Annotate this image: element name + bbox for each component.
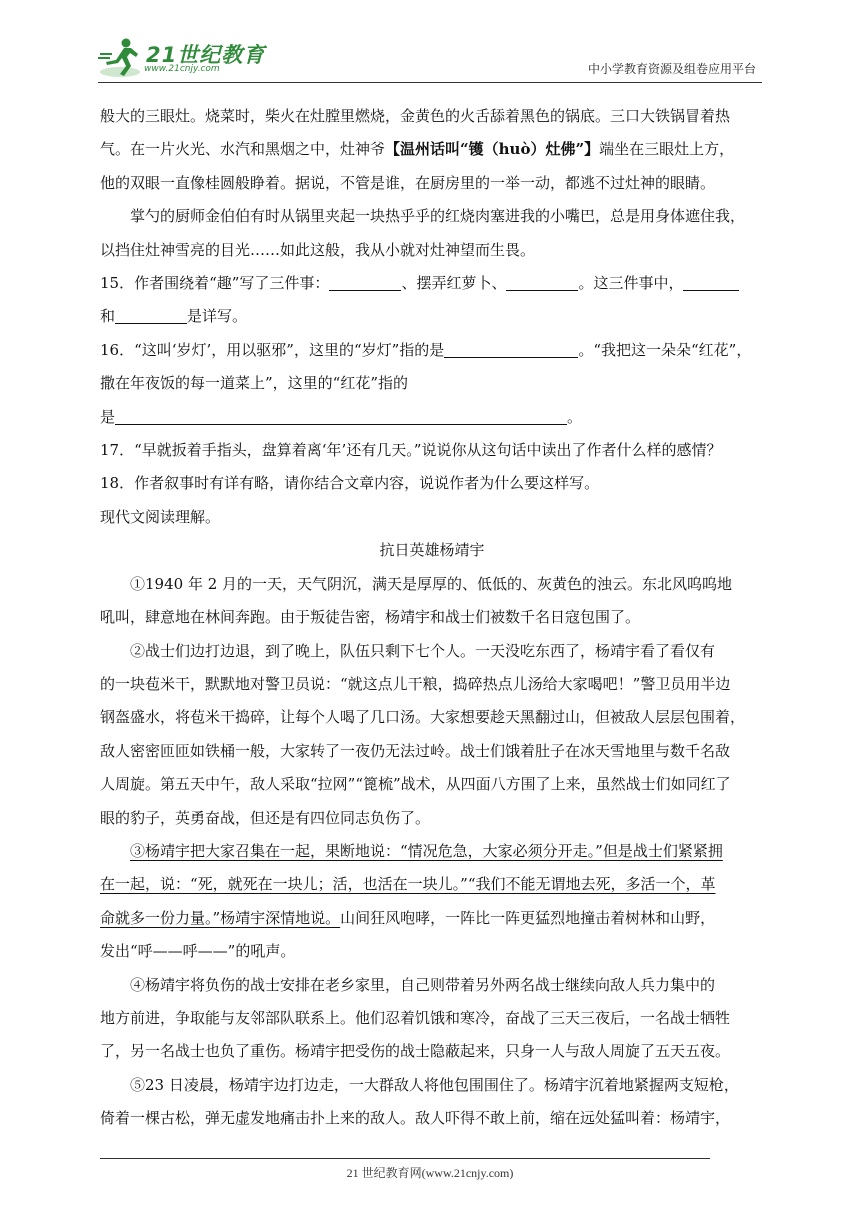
text-span: 是详写。 (187, 307, 248, 326)
paragraph-line (100, 868, 764, 901)
text-span: 是 (100, 407, 116, 426)
site-logo[interactable] (98, 36, 268, 80)
paragraph-line: ⑤23 日凌晨，杨靖宇边打边走，一大群敌人将他包围围住了。杨靖宇沉着地紧握两支短枪， (130, 1075, 739, 1094)
section-heading: 现代文阅读理解。 (100, 507, 221, 526)
question-16-answer-line (100, 401, 764, 434)
paragraph-line: 倚着一棵古松，弹无虚发地痛击扑上来的敌人。敌人吓得不敢上前，缩在远处猛叫着：杨靖宇， (100, 1109, 731, 1128)
paragraph-line: ②战士们边打边退，到了晚上，队伍只剩下七个人。一天没吃东西了，杨靖宇看了看仅有 (130, 641, 716, 660)
paragraph-line: 地方前进，争取能与友邻部队联系上。他们忍着饥饿和寒冷，奋战了三天三夜后，一名战士牺牲 (100, 1008, 731, 1027)
answer-blank[interactable] (329, 272, 401, 291)
answer-blank[interactable] (115, 305, 187, 324)
text-span: 山间狂风咆哮，一阵比一阵更猛烈地撞击着树林和山野， (340, 908, 716, 927)
underlined-text: ③杨靖宇把大家召集在一起，果断地说：“情况危急，大家必须分开走。”但是战士们紧紧拥 (130, 841, 723, 860)
text-span: 15．作者围绕着“趣”写了三件事： (100, 274, 330, 293)
underlined-text: 在一起，说：“死，就死在一块儿；活，也活在一块儿。”“我们不能无谓地去死，多活一个，革 (100, 875, 716, 894)
paragraph-line: 发出“呼——呼——”的吼声。 (100, 942, 296, 961)
paragraph-line: 了，另一名战士也负了重伤。杨靖宇把受伤的战士隐蔽起来，只身一人与敌人周旋了五天五夜。 (100, 1042, 731, 1061)
runner-logo-icon (98, 36, 144, 80)
article-title: 抗日英雄杨靖宇 (379, 541, 485, 560)
paragraph-line: 人周旋。第五天中午，敌人采取“拉网”“篦梳”战术，从四面八方围了上来，虽然战士们如同红了 (100, 775, 731, 794)
paragraph-line: 钢盔盛水，将苞米干捣碎，让每个人喝了几口汤。大家想要趁天黑翻过山，但被敌人层层包围着， (100, 708, 746, 727)
paragraph-line: 吼叫，肆意地在林间奔跑。由于叛徒告密，杨靖宇和战士们被数千名日寇包围了。 (100, 608, 641, 627)
text-span: 气。在一片火光、水汽和黑烟之中，灶神爷 (100, 140, 386, 159)
question-15-cont (100, 300, 764, 333)
answer-blank[interactable] (683, 272, 739, 291)
document-body (100, 100, 764, 1136)
page-header (98, 36, 762, 83)
text-span: 和 (100, 307, 116, 326)
dialect-note: 【温州话叫“镬（huò）灶佛”】 (385, 140, 600, 159)
underlined-text: 命就多一份力量。”杨靖宇深情地说。 (100, 908, 341, 927)
question-18: 18．作者叙事时有详有略，请你结合文章内容，说说作者为什么要这样写。 (100, 474, 600, 493)
answer-blank[interactable] (115, 406, 567, 425)
paragraph-line: 敌人密密匝匝如铁桶一般，大家转了一夜仍无法过岭。战士们饿着肚子在冰天雪地里与数千名敌 (100, 741, 731, 760)
question-16 (100, 334, 764, 367)
paragraph-line: 眼的豹子，英勇奋战，但还是有四位同志负伤了。 (100, 808, 431, 827)
paragraph-line: ①1940 年 2 月的一天，天气阴沉，满天是厚厚的、低低的、灰黄色的浊云。东北风呜呜地 (130, 574, 733, 593)
paragraph-line (100, 902, 764, 935)
question-16-cont: 撒在年夜饭的每一道菜上”，这里的“红花”指的 (100, 374, 409, 393)
text-span: 16．“这叫‘岁灯’，用以驱邪”，这里的“岁灯”指的是 (100, 340, 445, 359)
paragraph-line: 掌勺的厨师金伯伯有时从锅里夹起一块热乎乎的红烧肉塞进我的小嘴巴，总是用身体遮住我， (130, 207, 746, 226)
paragraph-line: 他的双眼一直像桂圆般睁着。据说，不管是谁，在厨房里的一举一动，都逃不过灶神的眼睛。 (100, 173, 716, 192)
paragraph-line: 的一块苞米干，默默地对警卫员说：“就这点儿干粮，捣碎热点儿汤给大家喝吧！”警卫员用半边 (100, 674, 731, 693)
paragraph-line (100, 835, 764, 868)
answer-blank[interactable] (444, 339, 578, 358)
paragraph-line (100, 133, 764, 166)
question-15 (100, 267, 764, 300)
logo-url: www.21cnjy.com (144, 64, 220, 74)
paragraph-line: 般大的三眼灶。烧菜时，柴火在灶膛里燃烧，金黄色的火舌舔着黑色的锅底。三口大铁锅冒着热 (100, 107, 731, 125)
paragraph-line: ④杨靖宇将负伤的战士安排在老乡家里，自己则带着另外两名战士继续向敌人兵力集中的 (130, 975, 716, 994)
page-footer: 21 世纪教育网(www.21cnjy.com) (346, 1166, 514, 1180)
paragraph-line: 以挡住灶神雪亮的目光……如此这般，我从小就对灶神望而生畏。 (100, 240, 536, 259)
logo-text: 21世纪教育 (146, 43, 266, 67)
text-span: 端坐在三眼灶上方， (599, 140, 735, 159)
platform-name: 中小学教育资源及组卷应用平台 (587, 62, 756, 76)
text-span: 。 (567, 407, 583, 426)
answer-blank[interactable] (506, 272, 578, 291)
text-span: 、摆弄红萝卜、 (401, 274, 507, 293)
question-17: 17．“早就扳着手指头，盘算着离‘年’还有几天。”说说你从这句话中读出了作者什么样的感情？ (100, 441, 722, 460)
text-span: 。这三件事中， (578, 274, 684, 293)
text-span: 。“我把这一朵朵“红花”， (578, 340, 752, 359)
footer-divider (100, 1158, 710, 1159)
